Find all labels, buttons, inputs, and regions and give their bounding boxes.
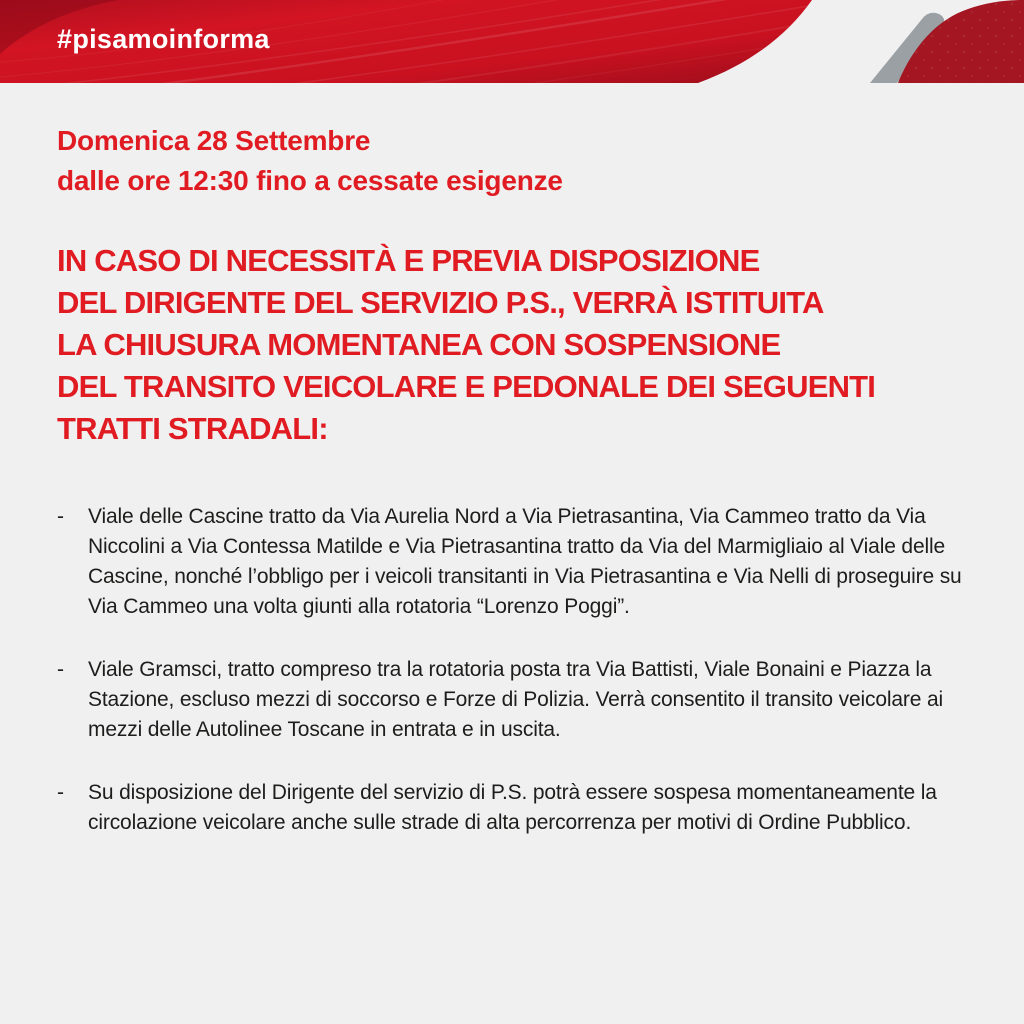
list-item-text: Su disposizione del Dirigente del servizio di P.S. potrà essere sospesa momentaneamente la circolazione veicolare anche sulle strade di alta percorrenza per motivi di Ordine Pubblico. xyxy=(88,781,937,834)
list-item xyxy=(57,655,967,745)
schedule-line-1: Domenica 28 Settembre xyxy=(57,125,371,156)
hashtag-label: #pisamoinforma xyxy=(57,24,270,54)
heading-line-5: TRATTI STRADALI: xyxy=(57,411,328,446)
header-banner xyxy=(0,0,1024,90)
corner-accent xyxy=(870,0,1024,83)
schedule-block xyxy=(57,121,563,201)
dash-bullet: - xyxy=(57,505,64,528)
list-item xyxy=(57,778,967,838)
list-item-text: Viale Gramsci, tratto compreso tra la rotatoria posta tra Via Battisti, Viale Bonaini e Piazza la Stazione, escluso mezzi di soccorso e Forze di Polizia. Verrà consentito il transito veicolare ai mezzi delle Autolinee Toscane in entrata e in uscita. xyxy=(88,658,944,741)
dash-bullet: - xyxy=(57,781,64,804)
main-heading xyxy=(57,240,875,450)
schedule-line-2: dalle ore 12:30 fino a cessate esigenze xyxy=(57,165,563,196)
closure-list xyxy=(57,502,967,871)
heading-line-2: DEL DIRIGENTE DEL SERVIZIO P.S., VERRÀ ISTITUITA xyxy=(57,285,824,320)
heading-line-1: IN CASO DI NECESSITÀ E PREVIA DISPOSIZIONE xyxy=(57,243,760,278)
list-item xyxy=(57,502,967,622)
heading-line-3: LA CHIUSURA MOMENTANEA CON SOSPENSIONE xyxy=(57,327,781,362)
heading-line-4: DEL TRANSITO VEICOLARE E PEDONALE DEI SEGUENTI xyxy=(57,369,876,404)
dash-bullet: - xyxy=(57,658,64,681)
list-item-text: Viale delle Cascine tratto da Via Aurelia Nord a Via Pietrasantina, Via Cammeo tratto da Via Niccolini a Via Contessa Matilde e Via Pietrasantina tratto da Via del Marmigliaio al Viale delle Cascine, nonché l’obbligo per i veicoli transitanti in Via Pietrasantina e Via Nelli di proseguire su Via Cammeo una volta giunti alla rotatoria “Lorenzo Poggi”. xyxy=(88,505,962,618)
